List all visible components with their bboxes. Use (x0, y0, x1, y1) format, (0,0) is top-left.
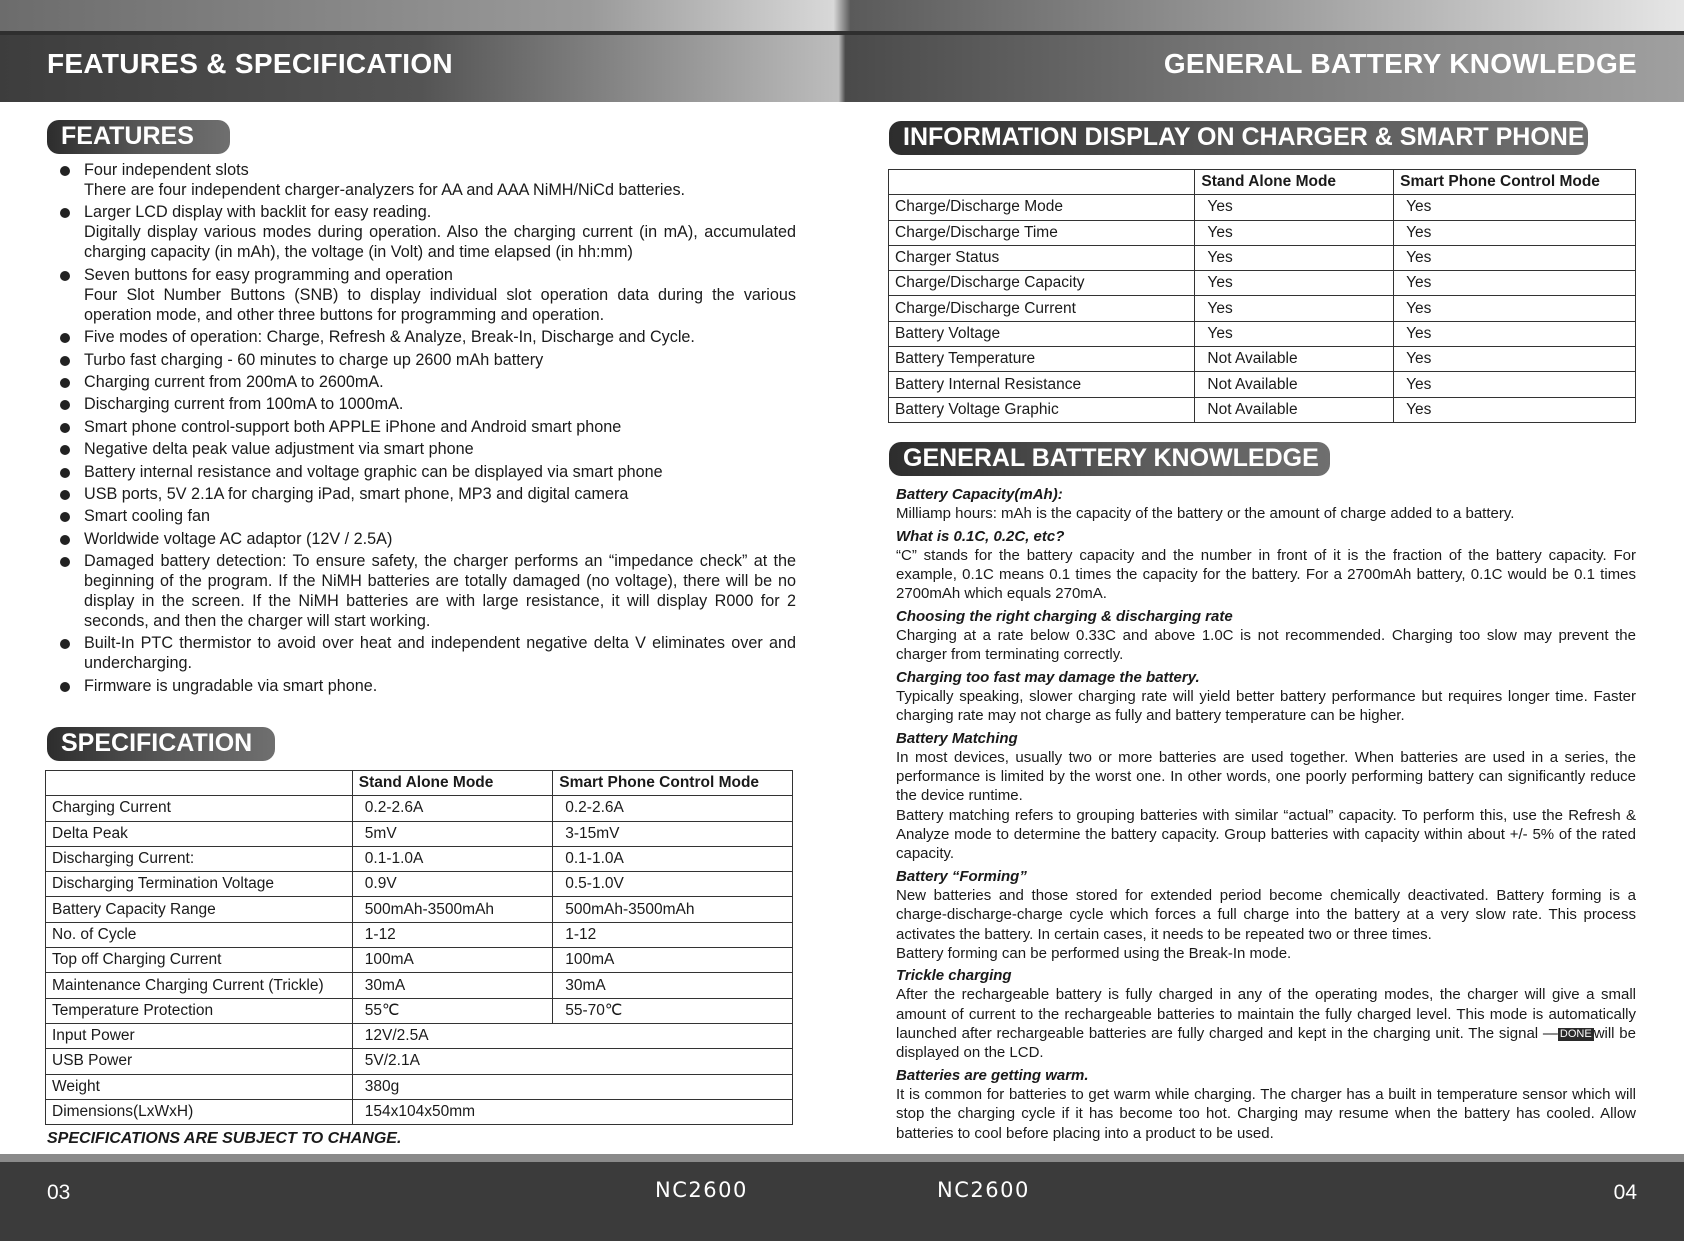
knowledge-paragraph (896, 626, 1636, 665)
row-label: USB Power (46, 1049, 353, 1074)
feature-item (60, 633, 796, 673)
row-label: Charge/Discharge Mode (889, 195, 1195, 220)
header-stripe (0, 0, 1684, 31)
stand-alone-value: Yes (1195, 271, 1394, 296)
knowledge-title: Battery Capacity(mAh): (896, 486, 1063, 503)
right-brand-logo: NC2600 (937, 1178, 1030, 1202)
row-label: Battery Internal Resistance (889, 372, 1195, 397)
row-label: Weight (46, 1074, 353, 1099)
stand-alone-value: Not Available (1195, 347, 1394, 372)
feature-text: Firmware is ungradable via smart phone. (84, 676, 378, 695)
row-label: Discharging Current: (46, 846, 353, 871)
knowledge-paragraph (896, 1085, 1636, 1143)
specification-heading: SPECIFICATION (47, 727, 275, 761)
row-label: Maintenance Charging Current (Trickle) (46, 973, 353, 998)
table-header-cell: Smart Phone Control Mode (553, 771, 793, 796)
feature-text: Larger LCD display with backlit for easy reading. (84, 203, 432, 222)
page-header (0, 0, 1684, 102)
feature-item (60, 551, 796, 631)
row-label: Top off Charging Current (46, 948, 353, 973)
knowledge-paragraph (896, 806, 1636, 864)
footer-edge (0, 1154, 1684, 1162)
shared-value: 154x104x50mm (352, 1099, 792, 1124)
row-label: Charging Current (46, 796, 353, 821)
table-row (46, 973, 793, 998)
knowledge-title: Charging too fast may damage the battery. (896, 668, 1200, 686)
feature-detail: There are four independent charger-analyzers for AA and AAA NiMH/NiCd batteries. (84, 181, 686, 199)
table-header-cell (46, 771, 353, 796)
page-footer (0, 1154, 1684, 1241)
table-row (889, 271, 1636, 296)
feature-item (60, 676, 796, 696)
smart-phone-value: Yes (1394, 321, 1636, 346)
knowledge-block (896, 668, 1636, 726)
row-label: Input Power (46, 1023, 353, 1048)
knowledge-paragraph (896, 546, 1636, 604)
knowledge-title: What is 0.1C, 0.2C, etc? (896, 527, 1065, 545)
smart-phone-value: 1-12 (553, 922, 793, 947)
feature-detail: Digitally display various modes during operation. Also the charging current (in mA), accumulated charging capacity (in mAh), the voltage (in Volt) and time elapsed (in hh:mm) (84, 223, 796, 262)
table-row (889, 195, 1636, 220)
knowledge-title: Choosing the right charging & discharging rate (896, 607, 1233, 625)
row-label: No. of Cycle (46, 922, 353, 947)
table-header-cell: Smart Phone Control Mode (1394, 170, 1636, 195)
knowledge-text: In most devices, usually two or more batteries are used together. When batteries are used in a series, the performance is limited by the worst one. In other words, one poorly performing battery can significantly reduce the device runtime. (896, 748, 1636, 805)
table-row (46, 897, 793, 922)
knowledge-paragraph (896, 886, 1636, 944)
row-label: Discharging Termination Voltage (46, 872, 353, 897)
row-label: Delta Peak (46, 821, 353, 846)
feature-item (60, 372, 796, 392)
smart-phone-value: 55-70℃ (553, 998, 793, 1023)
specification-table (45, 770, 793, 1125)
smart-phone-value: Yes (1394, 195, 1636, 220)
feature-item (60, 462, 796, 482)
row-label: Temperature Protection (46, 998, 353, 1023)
done-lcd-badge: DONE (1559, 1028, 1592, 1041)
left-page-title: FEATURES & SPECIFICATION (47, 48, 453, 79)
smart-phone-value: Yes (1394, 271, 1636, 296)
smart-phone-value: Yes (1394, 245, 1636, 270)
knowledge-text: Charging at a rate below 0.33C and above 1.0C is not recommended. Charging too slow may prevent the charger from terminating correctly. (896, 627, 1636, 664)
row-label: Battery Voltage Graphic (889, 397, 1195, 422)
feature-text: Battery internal resistance and voltage graphic can be displayed via smart phone (84, 462, 663, 481)
right-page-title: GENERAL BATTERY KNOWLEDGE (1163, 48, 1637, 79)
feature-text: Seven buttons for easy programming and operation (84, 265, 453, 284)
table-header-cell (889, 170, 1195, 195)
table-row (46, 872, 793, 897)
knowledge-text: Milliamp hours: mAh is the capacity of the battery or the amount of charge added to a battery. (896, 505, 1515, 523)
row-label: Battery Voltage (889, 321, 1195, 346)
stand-alone-value: Yes (1195, 321, 1394, 346)
table-row (889, 321, 1636, 346)
row-label: Charge/Discharge Capacity (889, 271, 1195, 296)
feature-text: Built-In PTC thermistor to avoid over heat and independent negative delta V eliminates over and undercharging. (84, 634, 796, 673)
knowledge-title: Batteries are getting warm. (896, 1066, 1089, 1084)
smart-phone-value: 0.2-2.6A (553, 796, 793, 821)
feature-item (60, 202, 796, 262)
knowledge-title: Battery Matching (896, 729, 1018, 747)
knowledge-paragraph (896, 944, 1636, 963)
table-header-cell: Stand Alone Mode (352, 771, 552, 796)
feature-text: Worldwide voltage AC adaptor (12V / 2.5A) (84, 529, 393, 548)
stand-alone-value: 500mAh-3500mAh (352, 897, 552, 922)
table-header-cell: Stand Alone Mode (1195, 170, 1394, 195)
stand-alone-value: Not Available (1195, 397, 1394, 422)
feature-item (60, 350, 796, 370)
smart-phone-value: 100mA (553, 948, 793, 973)
table-row (889, 372, 1636, 397)
stand-alone-value: Yes (1195, 296, 1394, 321)
stand-alone-value: 30mA (352, 973, 552, 998)
feature-text: USB ports, 5V 2.1A for charging iPad, smart phone, MP3 and digital camera (84, 484, 629, 503)
feature-text: Four independent slots (84, 161, 249, 179)
knowledge-block (896, 607, 1636, 665)
feature-text: Damaged battery detection: To ensure safety, the charger performs an “impedance check” at the beginning of the program. If the NiMH batteries are totally damaged (no voltage), there will be no display in the screen. If the NiMH batteries are with large resistance, it will display R000 for 2 seconds, and then the charger will start working. (84, 552, 796, 631)
table-header-row (889, 170, 1636, 195)
knowledge-text: Typically speaking, slower charging rate will yield better battery performance but requires longer time. Faster charging rate may not charge as fully and battery temperature can be higher. (896, 687, 1636, 725)
feature-text: Negative delta peak value adjustment via smart phone (84, 440, 474, 459)
feature-item (60, 327, 796, 347)
row-label: Charge/Discharge Time (889, 220, 1195, 245)
spec-change-note: SPECIFICATIONS ARE SUBJECT TO CHANGE. (47, 1130, 402, 1147)
knowledge-block (896, 867, 1636, 963)
knowledge-paragraph (896, 504, 1636, 523)
stand-alone-value: Yes (1195, 195, 1394, 220)
table-row (46, 1049, 793, 1074)
knowledge-text: New batteries and those stored for extended period become chemically deactivated. Battery forming is a charge-discharge-charge cycle which forces a full charge into the battery at a very slow rate. This process activates the battery. In certain cases, it needs to be repeated two or three times. (896, 886, 1636, 943)
smart-phone-value: Yes (1394, 347, 1636, 372)
row-label: Charger Status (889, 245, 1195, 270)
features-list (60, 160, 796, 698)
feature-item (60, 394, 796, 414)
knowledge-title: Battery “Forming” (896, 867, 1027, 885)
left-page-number: 03 (47, 1181, 71, 1204)
stand-alone-value: 100mA (352, 948, 552, 973)
feature-text: Smart phone control-support both APPLE iPhone and Android smart phone (84, 417, 622, 436)
knowledge-text: “C” stands for the battery capacity and the number in front of it is the fraction of the battery capacity. For example, 0.1C means 0.1 times the capacity for the battery. For a 2700mAh battery, 0.1C would be 0.1 times 2700mAh which equals 270mA. (896, 546, 1636, 603)
feature-detail: Four Slot Number Buttons (SNB) to display individual slot operation data during the various operation mode, and other three buttons for programming and operation. (84, 285, 796, 324)
table-row (889, 347, 1636, 372)
feature-text: Smart cooling fan (84, 507, 210, 526)
feature-item (60, 484, 796, 504)
row-label: Charge/Discharge Current (889, 296, 1195, 321)
table-row (46, 1074, 793, 1099)
stand-alone-value: Yes (1195, 220, 1394, 245)
shared-value: 380g (352, 1074, 792, 1099)
row-label: Battery Temperature (889, 347, 1195, 372)
knowledge-text: Battery forming can be performed using the Break-In mode. (896, 944, 1292, 962)
feature-item (60, 529, 796, 549)
smart-phone-value: 30mA (553, 973, 793, 998)
smart-phone-value: Yes (1394, 220, 1636, 245)
knowledge-text: will be displayed on the LCD. (896, 1025, 1636, 1062)
feature-item (60, 439, 796, 459)
knowledge-block (896, 527, 1636, 604)
knowledge-title: Trickle charging (896, 967, 1012, 985)
row-label: Battery Capacity Range (46, 897, 353, 922)
feature-item (60, 506, 796, 526)
table-row (46, 846, 793, 871)
smart-phone-value: 3-15mV (553, 821, 793, 846)
table-row (46, 922, 793, 947)
knowledge-section (896, 485, 1636, 1146)
knowledge-text: Battery matching refers to grouping batteries with similar “actual” capacity. To perform this, use the Refresh & Analyze mode to determine the battery capacity. Group batteries with capacity within about +/- 5% of the rated capacity. (896, 806, 1636, 863)
stand-alone-value: 0.1-1.0A (352, 846, 552, 871)
right-page-number: 04 (1613, 1181, 1637, 1204)
knowledge-paragraph (896, 748, 1636, 806)
knowledge-block (896, 485, 1636, 524)
table-row (46, 821, 793, 846)
feature-text: Charging current from 200mA to 2600mA. (84, 372, 384, 391)
feature-item (60, 160, 796, 200)
left-brand-logo: NC2600 (655, 1178, 748, 1202)
table-row (46, 1023, 793, 1048)
stand-alone-value: 5mV (352, 821, 552, 846)
table-row (889, 397, 1636, 422)
table-row (889, 245, 1636, 270)
feature-text: Five modes of operation: Charge, Refresh & Analyze, Break-In, Discharge and Cycle. (84, 328, 695, 347)
stand-alone-value: 0.9V (352, 872, 552, 897)
table-row (46, 998, 793, 1023)
shared-value: 12V/2.5A (352, 1023, 792, 1048)
table-row (889, 296, 1636, 321)
stand-alone-value: 1-12 (352, 922, 552, 947)
features-heading: FEATURES (47, 120, 230, 154)
table-row (46, 796, 793, 821)
table-row (46, 948, 793, 973)
knowledge-paragraph (896, 687, 1636, 726)
shared-value: 5V/2.1A (352, 1049, 792, 1074)
feature-item (60, 417, 796, 437)
row-label: Dimensions(LxWxH) (46, 1099, 353, 1124)
feature-item (60, 265, 796, 325)
knowledge-paragraph (896, 985, 1636, 1062)
smart-phone-value: 0.5-1.0V (553, 872, 793, 897)
knowledge-block (896, 966, 1636, 1062)
knowledge-text: After the rechargeable battery is fully charged in any of the operating modes, the charger will give a small amount of current to the rechargeable batteries to maintain the fully charged level. This mode is automatically launched after rechargeable batteries are fully charged and kept in the charging unit. The signal — (896, 986, 1636, 1043)
stand-alone-value: Not Available (1195, 372, 1394, 397)
feature-text: Turbo fast charging - 60 minutes to charge up 2600 mAh battery (84, 350, 544, 369)
table-header-row (46, 771, 793, 796)
table-row (46, 1099, 793, 1124)
stand-alone-value: 0.2-2.6A (352, 796, 552, 821)
feature-text: Discharging current from 100mA to 1000mA. (84, 395, 404, 414)
smart-phone-value: 0.1-1.0A (553, 846, 793, 871)
smart-phone-value: 500mAh-3500mAh (553, 897, 793, 922)
knowledge-heading: GENERAL BATTERY KNOWLEDGE (889, 442, 1330, 476)
stand-alone-value: Yes (1195, 245, 1394, 270)
stand-alone-value: 55℃ (352, 998, 552, 1023)
smart-phone-value: Yes (1394, 296, 1636, 321)
knowledge-text: It is common for batteries to get warm while charging. The charger has a built in temperature sensor which will stop the charging cycle if it has become too hot. Charging may resume when the battery has cooled. Allow batteries to cool before placing into a product to be used. (896, 1085, 1636, 1142)
table-row (889, 220, 1636, 245)
info-display-heading: INFORMATION DISPLAY ON CHARGER & SMART PHONE (889, 121, 1588, 155)
knowledge-block (896, 1066, 1636, 1143)
info-display-table (888, 169, 1636, 423)
knowledge-block (896, 729, 1636, 864)
smart-phone-value: Yes (1394, 397, 1636, 422)
smart-phone-value: Yes (1394, 372, 1636, 397)
